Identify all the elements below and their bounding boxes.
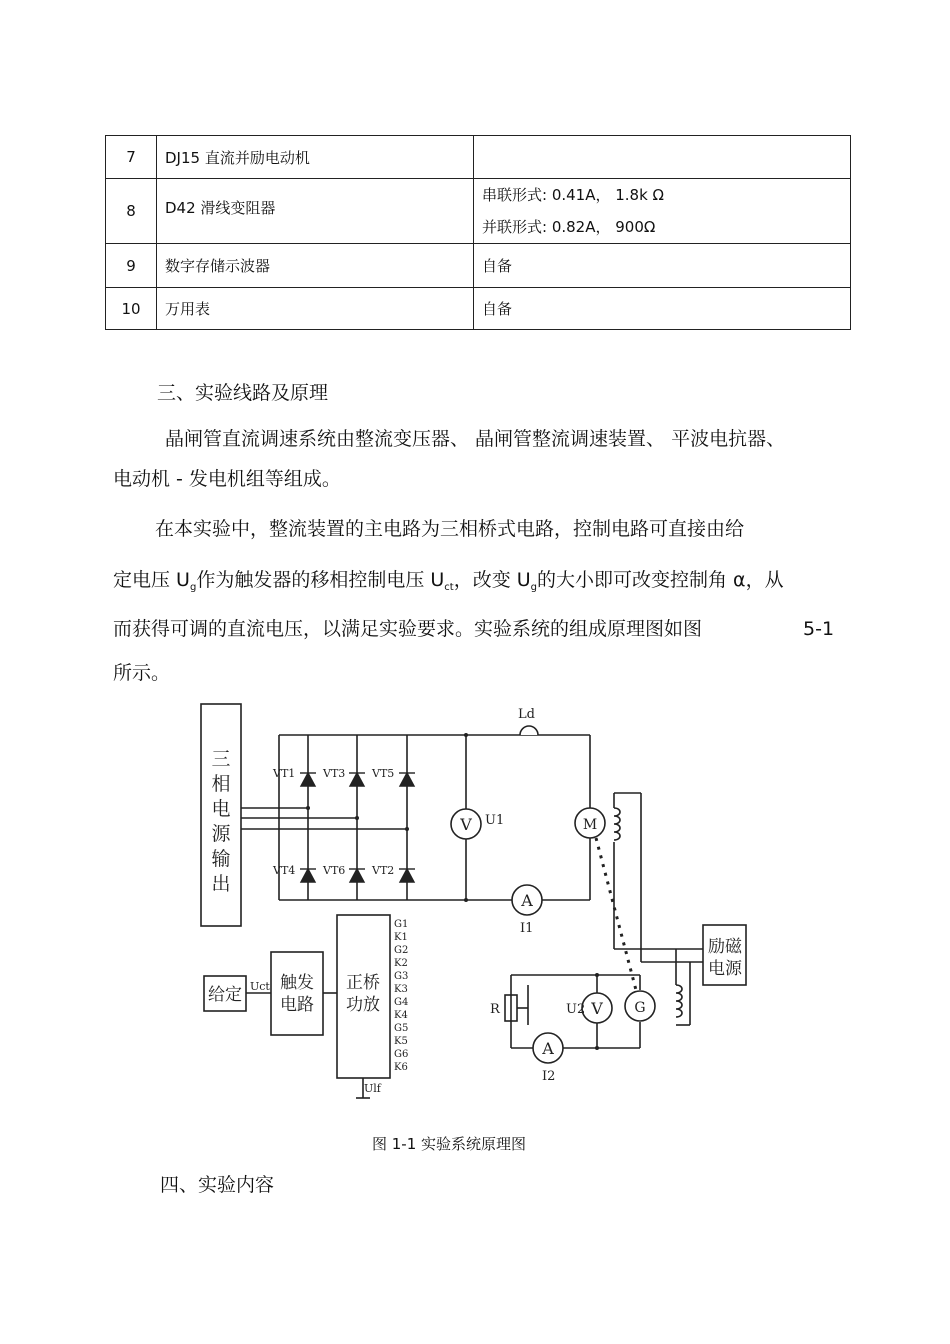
vt4-label: VT4 <box>273 864 296 877</box>
equipment-name: D42 滑线变阻器 <box>157 179 474 244</box>
equipment-name: 数字存储示波器 <box>157 244 474 288</box>
equipment-name: 万用表 <box>157 288 474 330</box>
r-label: R <box>490 1002 500 1017</box>
voltmeter-symbol: V <box>460 815 472 834</box>
vt1-label: VT1 <box>273 767 296 780</box>
ammeter-symbol: A <box>521 891 533 910</box>
source-label-char: 源 <box>211 823 231 845</box>
trigger-box <box>271 952 323 1035</box>
i2-label: I2 <box>542 1069 556 1084</box>
paragraph-2-line-4: 所示。 <box>113 662 171 684</box>
trigger-label: 触发 <box>280 973 314 993</box>
thyristor-vt2 <box>400 869 414 882</box>
vt5-label: VT5 <box>372 767 395 780</box>
gate-label: K6 <box>394 1062 408 1073</box>
uct-label: Uct <box>250 980 270 993</box>
excitation-label: 励磁 <box>708 937 742 957</box>
gate-label: G6 <box>394 1049 409 1060</box>
gate-label: K3 <box>394 984 408 995</box>
u2-label: U2 <box>566 1002 586 1017</box>
gate-label: K1 <box>394 932 408 943</box>
subscript: g <box>189 582 197 593</box>
gate-label: G2 <box>394 945 409 956</box>
u1-label: U1 <box>485 813 505 828</box>
paragraph-2-line-1: 在本实验中，整流装置的主电路为三相桥式电路，控制电路可直接由给 <box>155 518 745 540</box>
voltmeter-symbol: V <box>591 999 603 1018</box>
trigger-label: 电路 <box>280 995 314 1015</box>
motor-symbol: M <box>582 817 598 833</box>
row-number: 7 <box>106 136 157 179</box>
source-label-char: 相 <box>211 773 231 795</box>
text-segment: 作为触发器的移相控制电压 U <box>196 569 445 591</box>
vt2-label: VT2 <box>372 864 395 877</box>
amplifier-label: 正桥 <box>346 973 380 993</box>
thyristor-vt4 <box>301 869 315 882</box>
paragraph-1-line-1: 晶闸管直流调速系统由整流变压器、 晶闸管整流调速装置、 平波电抗器、 <box>165 428 786 450</box>
paragraph-2-line-3: 而获得可调的直流电压，以满足实验要求。实验系统的组成原理图如图 <box>113 618 703 640</box>
subscript: ct <box>444 582 454 593</box>
vt6-label: VT6 <box>323 864 346 877</box>
spec-line: 并联形式: 0.82A， 900Ω <box>482 218 656 236</box>
figure-caption: 图 1-1 实验系统原理图 <box>372 1135 527 1153</box>
gate-label: K2 <box>394 958 408 969</box>
row-number: 10 <box>106 288 157 330</box>
figure-reference: 5-1 <box>803 618 835 640</box>
subscript: g <box>530 582 537 593</box>
ammeter-symbol: A <box>542 1039 554 1058</box>
section-4-title: 四、实验内容 <box>160 1174 275 1196</box>
paragraph-1-line-2: 电动机 - 发电机组等组成。 <box>113 468 341 490</box>
thyristor-vt6 <box>350 869 364 882</box>
i1-label: I1 <box>520 921 534 936</box>
gate-label: K5 <box>394 1036 408 1047</box>
thyristor-vt3 <box>350 773 364 786</box>
ld-label: Ld <box>518 707 535 722</box>
amplifier-label: 功放 <box>346 995 380 1015</box>
generator-field-coil <box>676 985 682 1017</box>
ulf-label: Ulf <box>364 1082 381 1095</box>
thyristor-vt1 <box>301 773 315 786</box>
equipment-spec: 自备 <box>474 288 851 330</box>
text-segment: 定电压 U <box>113 569 190 591</box>
given-label: 给定 <box>208 985 242 1005</box>
gate-label: G4 <box>394 997 409 1008</box>
source-label-char: 电 <box>211 798 231 820</box>
smoothing-reactor <box>520 726 538 735</box>
motor-field-coil <box>614 808 620 840</box>
generator-symbol: G <box>634 1000 646 1016</box>
spec-line: 串联形式: 0.41A， 1.8k Ω <box>482 186 665 204</box>
gate-label: G5 <box>394 1023 409 1034</box>
excitation-label: 电源 <box>708 959 742 979</box>
vt3-label: VT3 <box>323 767 346 780</box>
section-3-title: 三、实验线路及原理 <box>157 382 329 404</box>
thyristor-vt5 <box>400 773 414 786</box>
row-number: 8 <box>106 179 157 244</box>
source-label-char: 出 <box>211 873 231 895</box>
shaft-coupling <box>596 838 636 990</box>
source-label-char: 输 <box>211 848 231 870</box>
equipment-spec: 自备 <box>474 244 851 288</box>
text-segment: 的大小即可改变控制角 α，从 <box>537 569 784 591</box>
equipment-name: DJ15 直流并励电动机 <box>157 136 474 179</box>
row-number: 9 <box>106 244 157 288</box>
gate-label: K4 <box>394 1010 408 1021</box>
text-segment: ，改变 U <box>453 569 531 591</box>
source-label-char: 三 <box>211 748 231 770</box>
gate-label: G1 <box>394 919 409 930</box>
gate-label: G3 <box>394 971 409 982</box>
